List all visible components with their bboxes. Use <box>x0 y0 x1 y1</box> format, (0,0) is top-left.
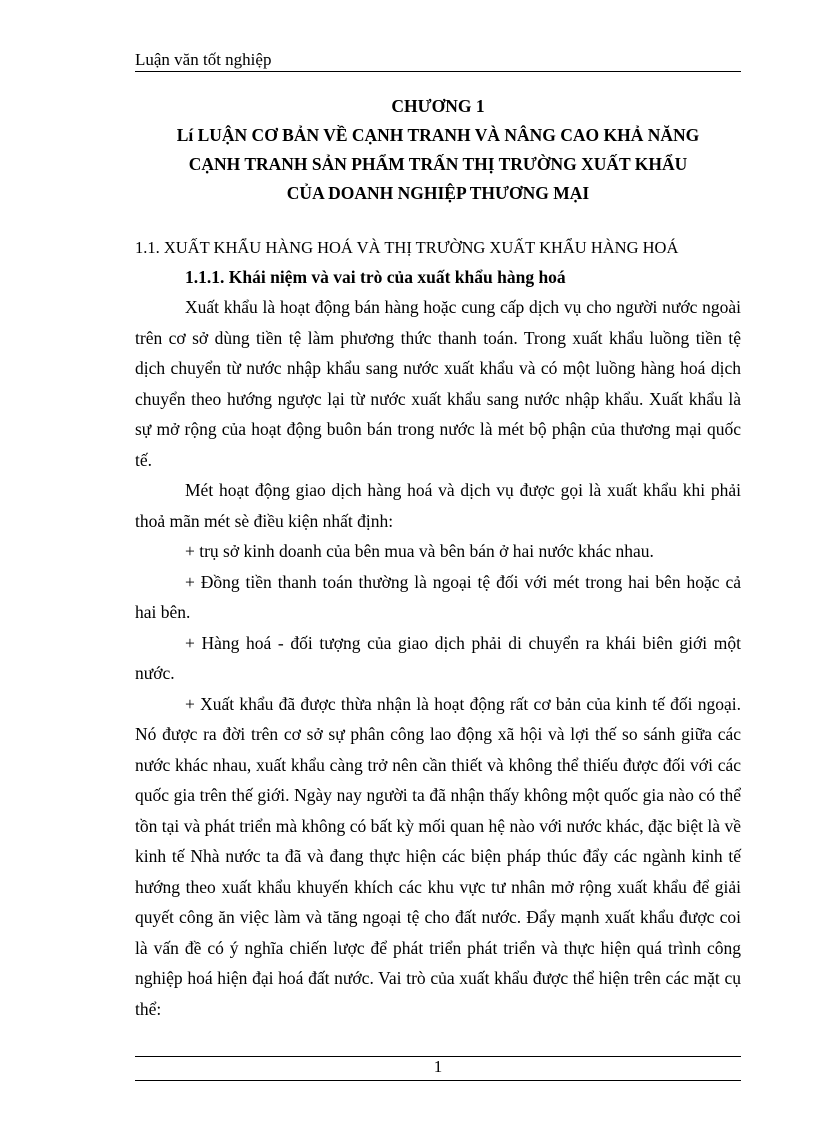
paragraph: + trụ sở kinh doanh của bên mua và bên bán ở hai nước khác nhau. <box>185 541 654 561</box>
running-header: Luận văn tốt nghiệp <box>135 50 272 69</box>
paragraph: Xuất khẩu là hoạt động bán hàng hoặc cung cấp dịch vụ cho người nước ngoài trên cơ sở dùng tiền tệ làm phương thức thanh toán. Trong xuất khẩu luồng tiền tệ dịch chuyển từ nước nhập khẩu sang nước xuất khẩu và có một luồng hàng hoá dịch chuyển theo hướng ngược lại từ nước xuất khẩu sang nước nhập khẩu. Xuất khẩu là sự mở rộng của hoạt động buôn bán trong nước là mét bộ phận của thương mại quốc tế. <box>135 297 741 470</box>
paragraph: Mét hoạt động giao dịch hàng hoá và dịch vụ được gọi là xuất khẩu khi phải thoả mãn mét sè điều kiện nhất định: <box>135 480 741 531</box>
chapter-heading-block <box>135 92 741 208</box>
chapter-label: CHƯƠNG 1 <box>391 96 485 116</box>
chapter-title-line: Lí LUẬN CƠ BẢN VỀ CẠNH TRANH VÀ NÂNG CAO KHẢ NĂNG <box>176 125 700 145</box>
paragraph: + Xuất khẩu đã được thừa nhận là hoạt động rất cơ bản của kinh tế đối ngoại. Nó được ra đời trên cơ sở sự phân công lao động xã hội và lợi thế so sánh giữa các nước khác nhau, xuất khẩu càng trở nên cần thiết và không thể thiếu được đối với các quốc gia trên thế giới. Ngày nay người ta đã nhận thấy không một quốc gia nào có thể tồn tại và phát triển mà không có bất kỳ mối quan hệ nào với nước khác, đặc biệt là về kinh tế Nhà nước ta đã và đang thực hiện các biện pháp thúc đẩy các ngành kinh tế hướng theo xuất khẩu khuyến khích các khu vực tư nhân mở rộng xuất khẩu để giải quyết công ăn việc làm và tăng ngoại tệ cho đất nước. Đẩy mạnh xuất khẩu được coi là vấn đề có ý nghĩa chiến lược để phát triển phát triển và thực hiện quá trình công nghiệp hoá hiện đại hoá đất nước. Vai trò của xuất khẩu được thể hiện trên các mặt cụ thể: <box>135 693 741 1019</box>
paragraph: + Hàng hoá - đối tượng của giao dịch phải di chuyển ra khái biên giới một nước. <box>135 632 741 683</box>
footer-bottom-rule <box>135 1080 741 1081</box>
body-text <box>135 292 741 1024</box>
chapter-title-line: CỦA DOANH NGHIỆP THƯƠNG MẠI <box>286 183 590 203</box>
paragraph: + Đồng tiền thanh toán thường là ngoại tệ đối với mét trong hai bên hoặc cả hai bên. <box>135 571 741 622</box>
section-heading: 1.1. XUẤT KHẨU HÀNG HOÁ VÀ THỊ TRƯỜNG XUẤT KHẨU HÀNG HOÁ <box>135 238 679 257</box>
subsection-heading: 1.1.1. Khái niệm và vai trò của xuất khẩu hàng hoá <box>185 267 566 287</box>
page-number: 1 <box>433 1057 443 1076</box>
chapter-title-line: CẠNH TRANH SẢN PHẨM TRẤN THỊ TRƯỜNG XUẤT KHẨU <box>188 154 688 174</box>
header-rule <box>135 71 741 72</box>
